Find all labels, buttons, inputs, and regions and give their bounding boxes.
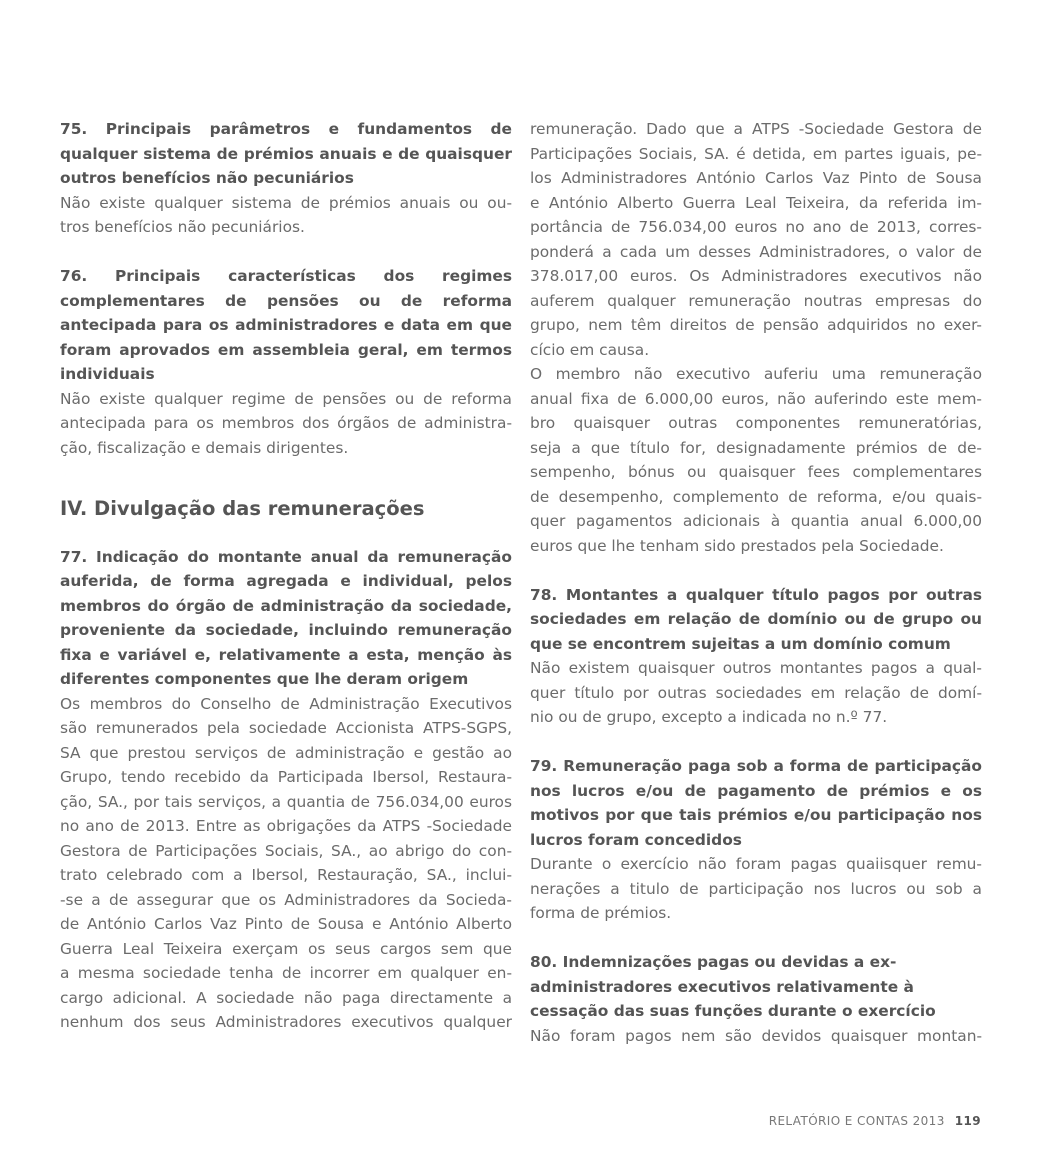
section-79-heading-line: lucros foram concedidos bbox=[530, 830, 742, 849]
section-75-body-line: tros benefícios não pecuniários. bbox=[60, 218, 305, 236]
section-77-body-line: sempenho, bónus ou quaisquer fees complementares bbox=[530, 463, 982, 481]
section-75 bbox=[60, 117, 512, 240]
section-77-body-line: no ano de 2013. Entre as obrigações da ATPS -Sociedade bbox=[60, 817, 512, 835]
section-77-body-line: Os membros do Conselho de Administração Executivos bbox=[60, 694, 512, 713]
section-77-body-line: portância de 756.034,00 euros no ano de 2013, corres- bbox=[530, 218, 982, 236]
section-77-body-line: ponderá a cada um desses Administradores, o valor de bbox=[530, 242, 982, 261]
section-77-body-line: trato celebrado com a Ibersol, Restauração, SA., inclui- bbox=[60, 866, 512, 884]
section-79-heading-line: 79. Remuneração paga sob a forma de participação bbox=[530, 757, 982, 775]
section-78-body-line: Não existem quaisquer outros montantes pagos a qual- bbox=[530, 659, 982, 677]
section-77-heading-line: proveniente da sociedade, incluindo remuneração bbox=[60, 621, 512, 639]
section-77-body-line: cício em causa. bbox=[530, 340, 650, 359]
page-number: 119 bbox=[954, 1114, 981, 1128]
section-77-body-line: Grupo, tendo recebido da Participada Ibersol, Restaura- bbox=[60, 768, 512, 786]
section-77-body-line: cargo adicional. A sociedade não paga directamente a bbox=[60, 988, 512, 1007]
page-footer bbox=[769, 1114, 981, 1128]
left-column bbox=[60, 117, 512, 1035]
section-77-body-line: Guerra Leal Teixeira exerçam os seus cargos sem que bbox=[60, 939, 512, 958]
section-75-heading-line: 75. Principais parâmetros e fundamentos de bbox=[60, 120, 512, 138]
section-78-body-line: nio ou de grupo, excepto a indicada no n.º 77. bbox=[530, 708, 888, 726]
section-75-heading-line: outros benefícios não pecuniários bbox=[60, 169, 354, 187]
section-79-heading-line: motivos por que tais prémios e/ou participação nos bbox=[530, 806, 982, 824]
section-80-heading-line: 80. Indemnizações pagas ou devidas a ex- bbox=[530, 953, 897, 971]
section-77-heading-line: 77. Indicação do montante anual da remuneração bbox=[60, 547, 512, 566]
section-76-heading-line: foram aprovados em assembleia geral, em termos bbox=[60, 340, 512, 359]
section-79-body-line: forma de prémios. bbox=[530, 904, 672, 922]
section-75-body-line: Não existe qualquer sistema de prémios anuais ou ou- bbox=[60, 193, 512, 212]
section-75-heading-line: qualquer sistema de prémios anuais e de quaisquer bbox=[60, 144, 512, 163]
section-77-body-line: de desempenho, complemento de reforma, e/ou quais- bbox=[530, 487, 982, 506]
section-77-body-line: grupo, nem têm direitos de pensão adquiridos no exer- bbox=[530, 316, 982, 334]
section-77-body-line: são remunerados pela sociedade Accionista ATPS-SGPS, bbox=[60, 719, 512, 737]
section-77-body-line: remuneração. Dado que a ATPS -Sociedade Gestora de bbox=[530, 120, 982, 138]
section-77-body-line: Participações Sociais, SA. é detida, em partes iguais, pe- bbox=[530, 144, 982, 163]
section-79-body-line: Durante o exercício não foram pagas quaiisquer remu- bbox=[530, 855, 982, 873]
section-77-body-line: euros que lhe tenham sido prestados pela Sociedade. bbox=[530, 536, 944, 555]
section-77-heading-line: membros do órgão de administração da sociedade, bbox=[60, 596, 512, 615]
section-77-body-line: anual fixa de 6.000,00 euros, não auferindo este mem- bbox=[530, 389, 982, 408]
section-76-body-line: antecipada para os membros dos órgãos de administra- bbox=[60, 414, 512, 432]
section-78-heading-line: 78. Montantes a qualquer título pagos por outras bbox=[530, 585, 982, 604]
section-77-body-line: a mesma sociedade tenha de incorrer em qualquer en- bbox=[60, 964, 512, 982]
section-80 bbox=[530, 950, 982, 1048]
section-78 bbox=[530, 583, 982, 730]
section-77-body-line: quer pagamentos adicionais à quantia anual 6.000,00 bbox=[530, 512, 982, 530]
section-80-heading-line: administradores executivos relativamente à bbox=[530, 977, 914, 996]
section-77-heading-line: diferentes componentes que lhe deram origem bbox=[60, 670, 469, 688]
section-78-heading-line: sociedades em relação de domínio ou de grupo ou bbox=[530, 610, 982, 628]
section-77-body-line: e António Alberto Guerra Leal Teixeira, da referida im- bbox=[530, 193, 982, 212]
section-76-body-line: Não existe qualquer regime de pensões ou de reforma bbox=[60, 389, 512, 408]
section-80-heading-line: cessação das suas funções durante o exercício bbox=[530, 1002, 936, 1020]
section-76-heading-line: antecipada para os administradores e data em que bbox=[60, 316, 512, 334]
section-77-body-line: de António Carlos Vaz Pinto de Sousa e António Alberto bbox=[60, 915, 512, 933]
section-77-body-line: SA que prestou serviços de administração e gestão ao bbox=[60, 743, 512, 762]
section-77-body-line: seja a que título for, designadamente prémios de de- bbox=[530, 438, 982, 457]
section-77-body-line: O membro não executivo auferiu uma remuneração bbox=[530, 365, 982, 383]
section-76-body-line: ção, fiscalização e demais dirigentes. bbox=[60, 438, 349, 457]
section-77-body-line: bro quaisquer outras componentes remuneratórias, bbox=[530, 414, 982, 432]
section-77-body-line: -se a de assegurar que os Administradores da Socieda- bbox=[60, 890, 512, 909]
report-label: RELATÓRIO E CONTAS 2013 bbox=[768, 1114, 945, 1128]
section-77-continued bbox=[530, 117, 982, 558]
section-76-heading-line: 76. Principais características dos regimes bbox=[60, 267, 512, 285]
section-77-body-line: auferem qualquer remuneração noutras empresas do bbox=[530, 291, 982, 310]
section-80-body-line: Não foram pagos nem são devidos quaisquer montan- bbox=[530, 1026, 982, 1045]
right-column bbox=[530, 117, 982, 1048]
section-77 bbox=[60, 545, 512, 1035]
section-78-heading-line: que se encontrem sujeitas a um domínio comum bbox=[530, 634, 951, 653]
section-76-heading-line: individuais bbox=[60, 365, 155, 383]
section-77-heading-line: fixa e variável e, relativamente a esta, menção às bbox=[60, 645, 512, 664]
section-title: IV. Divulgação das remunerações bbox=[60, 496, 425, 520]
section-77-body-line: Gestora de Participações Sociais, SA., ao abrigo do con- bbox=[60, 841, 512, 860]
section-77-body-line: los Administradores António Carlos Vaz Pinto de Sousa bbox=[530, 169, 982, 187]
section-77-body-line: nenhum dos seus Administradores executivos qualquer bbox=[60, 1013, 512, 1031]
section-77-body-line: 378.017,00 euros. Os Administradores executivos não bbox=[530, 267, 982, 285]
section-78-body-line: quer título por outras sociedades em relação de domí- bbox=[530, 683, 982, 702]
section-77-body-line: ção, SA., por tais serviços, a quantia de 756.034,00 euros bbox=[60, 792, 512, 811]
section-79 bbox=[530, 754, 982, 926]
section-79-body-line: nerações a titulo de participação nos lucros ou sob a bbox=[530, 879, 982, 898]
section-76-heading-line: complementares de pensões ou de reforma bbox=[60, 291, 512, 310]
section-77-heading-line: auferida, de forma agregada e individual, pelos bbox=[60, 572, 512, 590]
section-76 bbox=[60, 264, 512, 460]
section-79-heading-line: nos lucros e/ou de pagamento de prémios e os bbox=[530, 781, 982, 800]
